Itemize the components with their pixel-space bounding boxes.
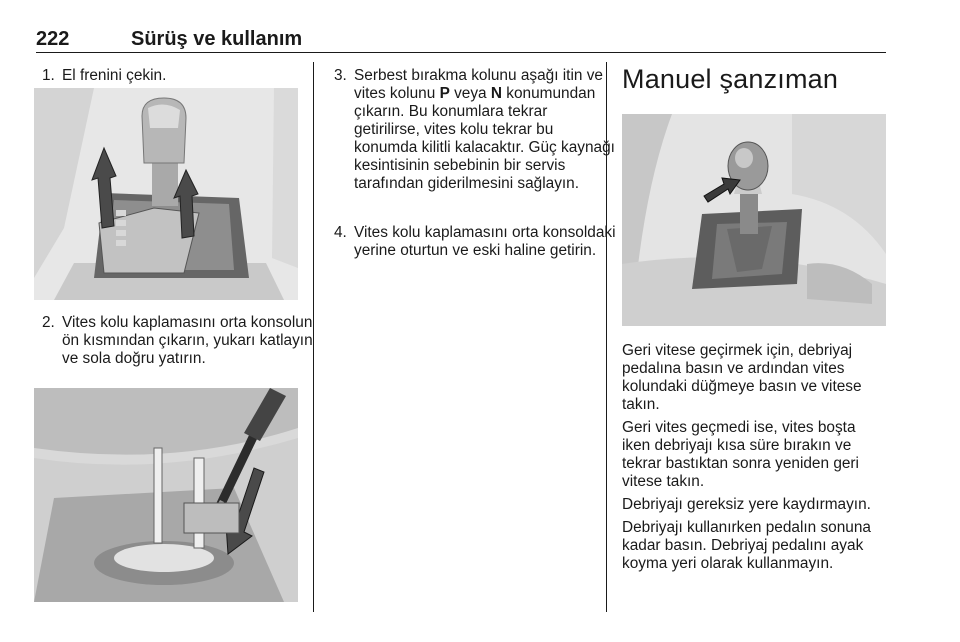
step-4-text: Vites kolu kaplamasını orta konsoldaki yerine oturtun ve eski haline getirin.: [354, 224, 616, 259]
paragraph-clutch-slip: Debriyajı gereksiz yere kaydırmayın.: [622, 496, 871, 513]
step-2: 2. Vites kolu kaplamasını orta konsolun ön kısmından çıkarın, yukarı katlayın ve sola doğru yatırın.: [42, 314, 313, 367]
page-number: 222: [36, 28, 70, 50]
figure-release-lever: [34, 388, 298, 602]
step-4: 4. Vites kolu kaplamasını orta konsoldaki yerine oturtun ve eski haline getirin.: [334, 224, 616, 259]
paragraph-reverse-gear: Geri vitese geçirmek için, debriyaj pedalına basın ve ardından vites kolundaki düğmeye basın ve vitese takın.: [622, 342, 862, 413]
chapter-title: Sürüş ve kullanım: [131, 28, 303, 50]
page-header: [36, 26, 886, 53]
figure-manual-gear-lever: [622, 114, 886, 326]
illustration-gear-lever-cover-removal: [34, 88, 298, 300]
step-3: 3. Serbest bırakma kolunu aşağı itin ve vites kolunu P veya N konumundan çıkarın. Bu konumlara tekrar getirilirse, vites kolu tekrar bu konumda kilitli kalacaktır. Güç kaynağı kesintisinin sebebinin bir servis tarafından giderilmesini sağlayın.: [334, 67, 615, 192]
paragraph-clutch-usage: Debriyajı kullanırken pedalın sonuna kadar basın. Debriyaj pedalını ayak koyma yeri olarak kullanmayın.: [622, 519, 871, 572]
step-1: 1. El frenini çekin.: [42, 67, 167, 84]
gear-position-p: P: [439, 85, 450, 102]
figure-automatic-gear-lever: [34, 88, 298, 300]
illustration-manual-gear-lever: [622, 114, 886, 326]
section-heading: Manuel şanzıman: [622, 64, 839, 94]
step-1-text: El frenini çekin.: [62, 67, 167, 84]
paragraph-reverse-gear-retry: Geri vites geçmedi ise, vites boşta iken debriyajı kısa süre bırakın ve tekrar bastıktan sonra yeniden geri vitese takın.: [622, 419, 859, 490]
gear-position-n: N: [490, 85, 503, 102]
step-2-text: Vites kolu kaplamasını orta konsolun ön kısmından çıkarın, yukarı katlayın ve sola doğru yatırın.: [62, 314, 313, 367]
illustration-release-lever-screwdriver: [34, 388, 298, 602]
